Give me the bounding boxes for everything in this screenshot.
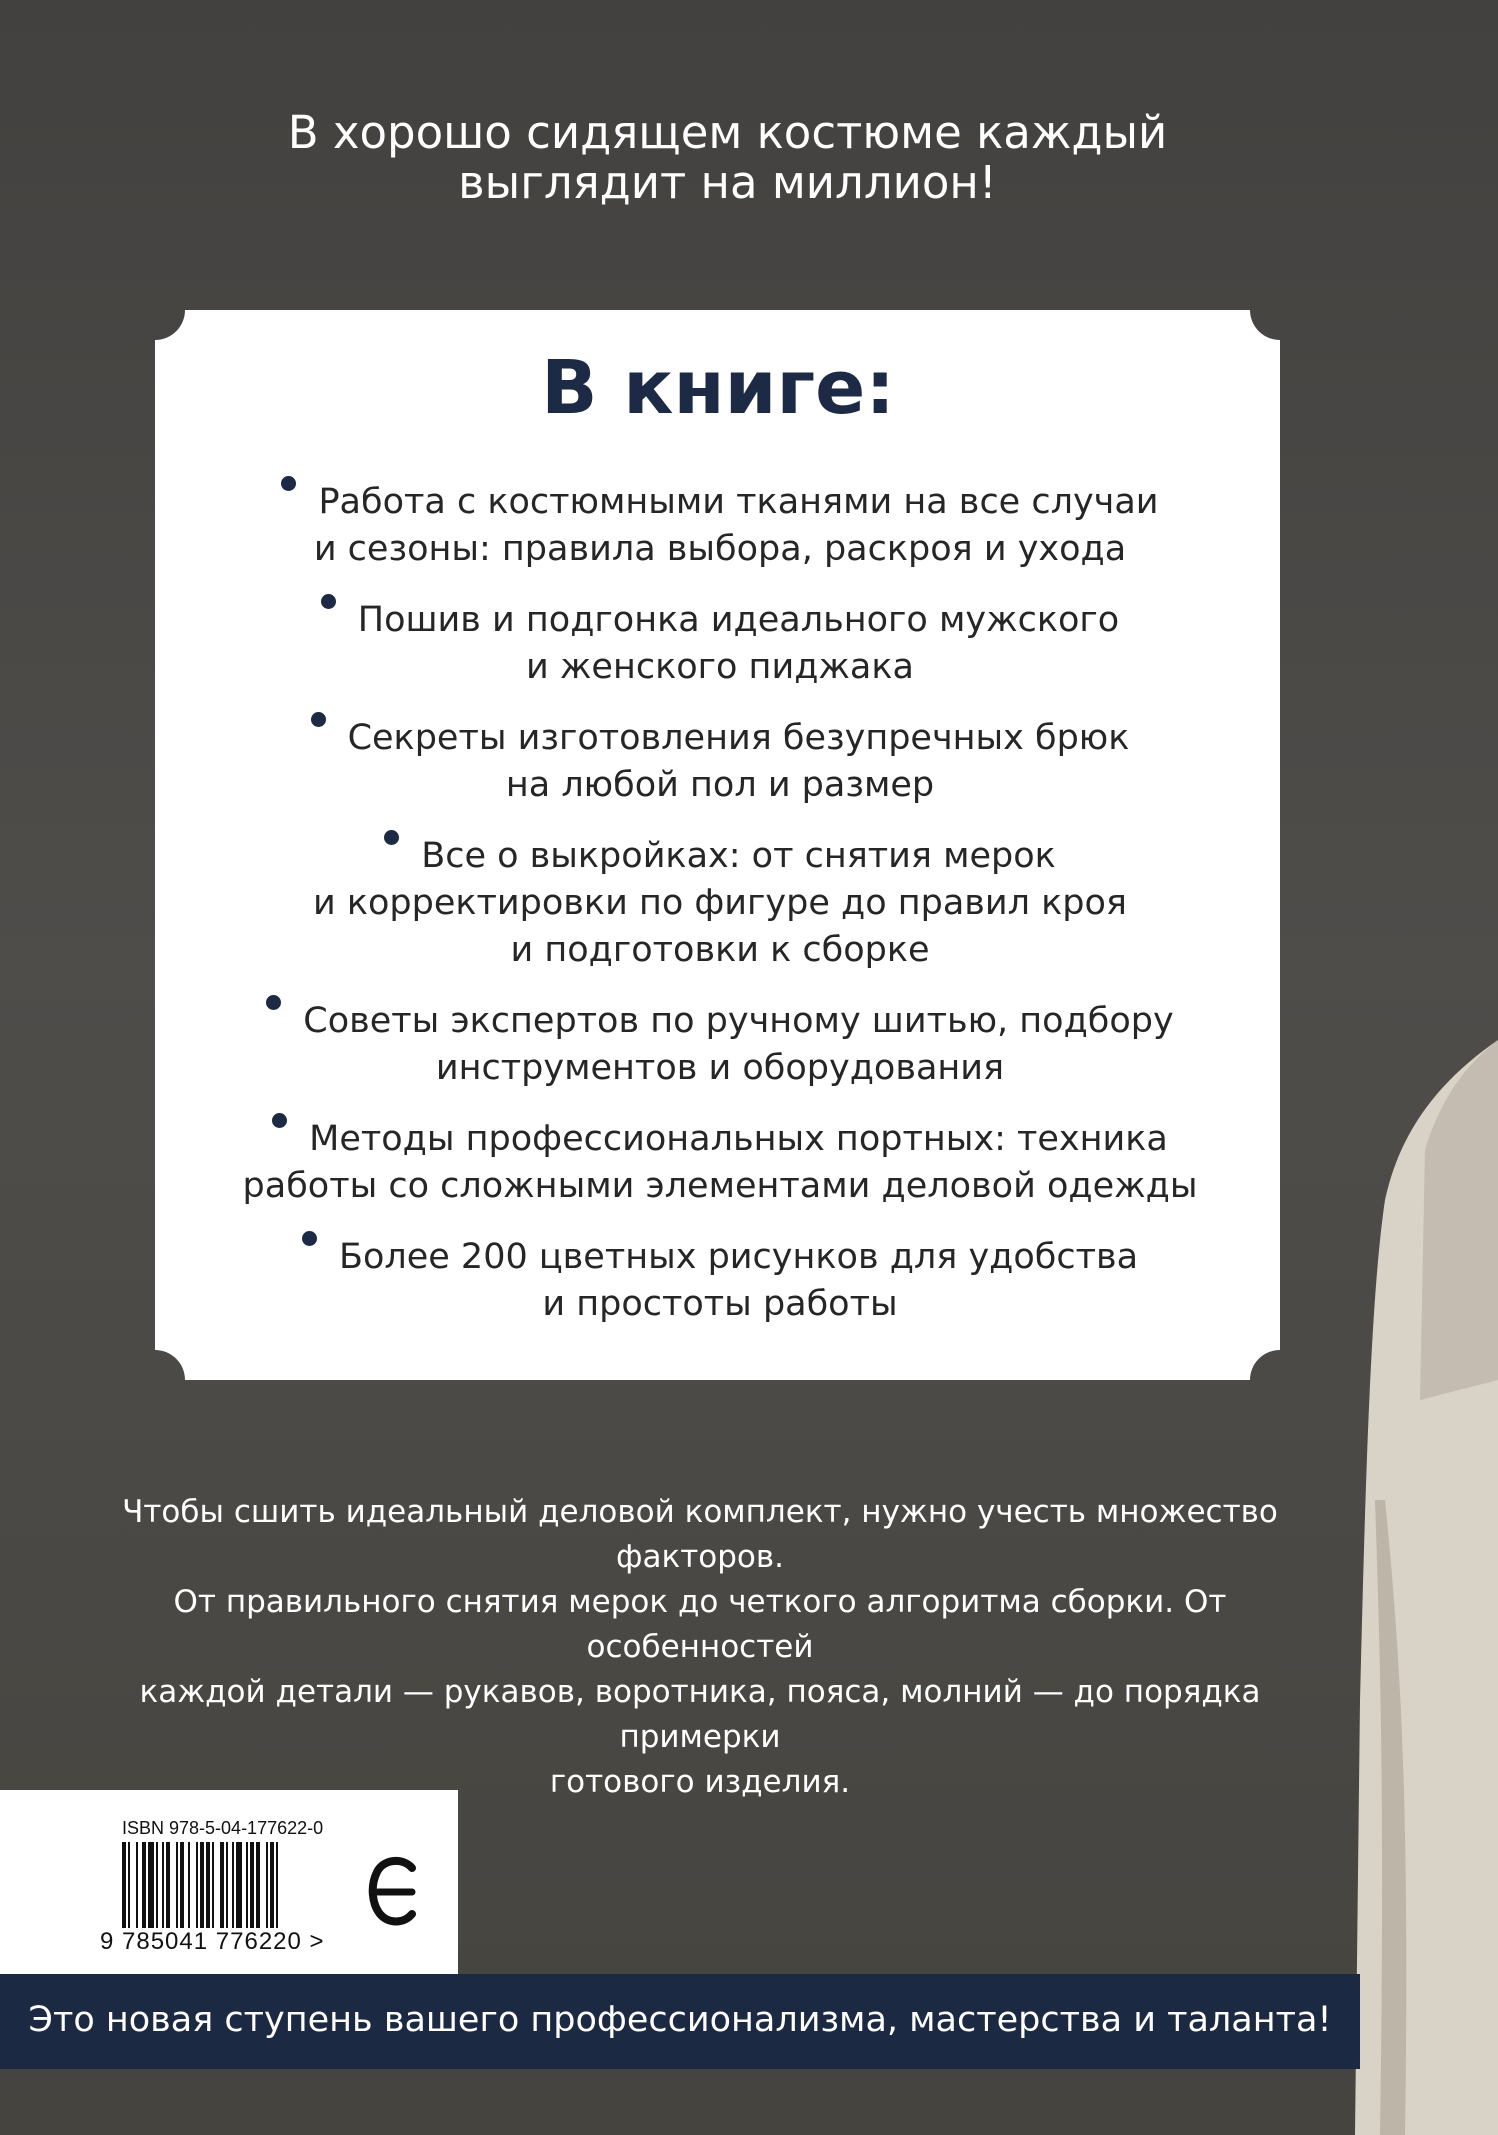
barcode-stripe [122, 1842, 126, 1928]
barcode-stripe [212, 1842, 214, 1928]
description-line: От правильного снятия мерок до четкого алгоритма сборки. От особенностей [173, 1584, 1227, 1665]
barcode-digits: 9 785041 776220 > [100, 1928, 325, 1955]
list-item-text: работы со сложными элементами деловой одежды [242, 1166, 1198, 1206]
list-item-text: на любой пол и размер [505, 765, 935, 805]
list-item-text: Советы экспертов по ручному шитью, подбору [303, 1001, 1174, 1041]
bullet-dot-icon [384, 830, 399, 845]
list-item-text: Методы профессиональных портных: техника [309, 1119, 1168, 1159]
list-item [215, 594, 1225, 691]
list-item-text: Работа с костюмными тканями на все случаи [318, 482, 1159, 522]
tagline [0, 108, 1455, 208]
barcode-stripe [270, 1842, 274, 1928]
barcode-stripe [128, 1842, 130, 1928]
list-item [215, 1231, 1225, 1328]
barcode-stripe [246, 1842, 248, 1928]
barcode-stripe [200, 1842, 204, 1928]
isbn-label: ISBN 978-5-04-177622-0 [122, 1818, 324, 1838]
list-item-text: Все о выкройках: от снятия мерок [421, 836, 1056, 876]
description-line: каждой детали — рукавов, воротника, пояса, молний — до порядка примерки [139, 1674, 1261, 1755]
barcode-stripe [266, 1842, 268, 1928]
list-item [215, 712, 1225, 809]
barcode-stripe [276, 1842, 278, 1928]
list-item-text: Более 200 цветных рисунков для удобства [338, 1237, 1139, 1277]
barcode-stripe [162, 1842, 164, 1928]
bullet-dot-icon [272, 1113, 287, 1128]
description-line: готового изделия. [549, 1764, 851, 1800]
list-item-text: инструментов и оборудования [435, 1048, 1005, 1088]
barcode-stripe [220, 1842, 224, 1928]
tagline-line: выглядит на миллион! [458, 156, 997, 209]
barcode-stripe [196, 1842, 198, 1928]
barcode-stripe [256, 1842, 260, 1928]
barcode-icon [122, 1842, 347, 1928]
card-title: В книге: [541, 345, 895, 431]
description [60, 1490, 1340, 1805]
list-item-text: и женского пиджака [526, 647, 914, 687]
barcode-stripe [250, 1842, 254, 1928]
barcode-stripe [148, 1842, 154, 1928]
bullet-dot-icon [266, 995, 281, 1010]
barcode-stripe [166, 1842, 170, 1928]
bullet-dot-icon [302, 1231, 317, 1246]
bullet-dot-icon [321, 594, 336, 609]
barcode-stripe [188, 1842, 190, 1928]
contents-list [215, 476, 1225, 1349]
barcode-stripe [236, 1842, 242, 1928]
publisher-logo-icon [368, 1852, 418, 1932]
barcode-stripe [206, 1842, 210, 1928]
list-item-text: Пошив и подгонка идеального мужского [357, 600, 1120, 640]
footer-slogan: Это новая ступень вашего профессионализма, мастерства и таланта! [28, 2000, 1332, 2040]
barcode-stripe [232, 1842, 234, 1928]
barcode-stripe [136, 1842, 138, 1928]
bullet-dot-icon [311, 712, 326, 727]
list-item [215, 476, 1225, 573]
list-item-text: и простоты работы [542, 1284, 898, 1324]
list-item-text: Секреты изготовления безупречных брюк [347, 718, 1130, 758]
barcode-stripe [142, 1842, 146, 1928]
list-item [215, 830, 1225, 974]
list-item [215, 1113, 1225, 1210]
barcode-stripe [176, 1842, 178, 1928]
list-item-text: и сезоны: правила выбора, раскроя и ухода [313, 529, 1127, 569]
list-item [215, 995, 1225, 1092]
tagline-line: В хорошо сидящем костюме каждый [287, 106, 1168, 159]
description-line: Чтобы сшить идеальный деловой комплект, нужно учесть множество факторов. [122, 1494, 1278, 1575]
barcode-stripe [226, 1842, 228, 1928]
list-item-text: и подготовки к сборке [510, 930, 930, 970]
bullet-dot-icon [281, 476, 296, 491]
barcode-stripe [156, 1842, 158, 1928]
barcode-stripe [180, 1842, 184, 1928]
list-item-text: и корректировки по фигуре до правил кроя [313, 883, 1127, 923]
